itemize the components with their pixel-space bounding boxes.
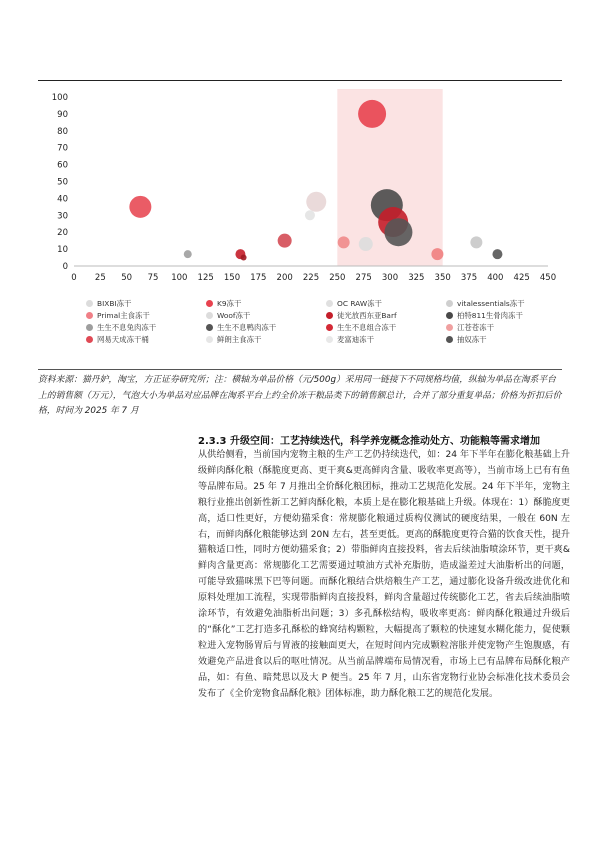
legend-label: 抽奴冻干 (457, 335, 487, 344)
data-point (306, 192, 326, 212)
legend-swatch (206, 336, 213, 343)
section-title: 2.3.3 升级空间：工艺持续迭代，科学养宠概念推动处方、功能粮等需求增加 (198, 436, 540, 447)
y-tick-label: 50 (57, 177, 68, 188)
legend-label: BIXBI冻干 (97, 299, 132, 308)
legend-item (326, 298, 446, 309)
y-tick-label: 30 (57, 211, 68, 222)
legend-label: 生生不息鸭肉冻干 (217, 323, 277, 332)
y-tick-label: 0 (62, 262, 68, 272)
legend-label: 鲜朗主食冻干 (217, 335, 262, 344)
legend-swatch (86, 312, 93, 319)
y-tick-label: 20 (57, 228, 68, 239)
x-tick-label: 200 (276, 273, 293, 283)
legend-swatch (326, 300, 333, 307)
bubble-chart (0, 0, 600, 300)
x-tick-label: 50 (121, 273, 133, 283)
source-divider (38, 369, 562, 370)
x-tick-label: 75 (147, 273, 159, 283)
data-point (431, 248, 443, 260)
legend-item (206, 334, 326, 345)
x-tick-label: 425 (513, 273, 530, 283)
legend-swatch (326, 312, 333, 319)
legend-swatch (206, 324, 213, 331)
x-tick-label: 400 (487, 273, 504, 283)
y-tick-label: 80 (57, 126, 68, 137)
legend-item (326, 334, 446, 345)
legend-label: OC RAW冻干 (337, 299, 382, 308)
source-note: 资料来源：猫丹妒，淘宝，方正证券研究所；注：横轴为单品价格（元/500g）采用同一链接下不同规格均值，纵轴为单品在淘系平台上的销售额（万元），气泡大小为单品对应品牌在淘系平台上约全价冻干粮品类下的销售额总计，合并了部分重复单品；价格为折扣后价格，时间为 2025 年 7 月 (38, 375, 562, 416)
x-tick-label: 25 (94, 273, 106, 283)
data-point (305, 210, 315, 220)
legend-item (206, 310, 326, 321)
x-tick-label: 325 (408, 273, 425, 283)
legend-swatch (446, 312, 453, 319)
legend-label: 网易天成冻干桶 (97, 335, 149, 344)
x-tick-label: 450 (539, 273, 557, 283)
x-tick-label: 175 (250, 273, 267, 283)
y-tick-label: 100 (51, 93, 68, 103)
legend-item (446, 334, 566, 345)
data-point (129, 196, 151, 218)
legend-label: 徒光放西东亚Barf (337, 311, 397, 320)
legend-item (86, 310, 206, 321)
legend-swatch (86, 336, 93, 343)
x-tick-label: 0 (71, 273, 77, 283)
legend-item (86, 334, 206, 345)
legend-label: K9冻干 (217, 299, 242, 308)
legend-item (206, 298, 326, 309)
data-point (278, 234, 292, 248)
legend-label: 生生不息兔肉冻干 (97, 323, 157, 332)
data-point (470, 236, 482, 248)
legend-label: vitalessentials冻干 (457, 299, 525, 308)
legend-swatch (326, 324, 333, 331)
x-tick-label: 250 (329, 273, 346, 283)
legend-item (446, 310, 566, 321)
legend-label: 柏特811生骨肉冻干 (457, 311, 523, 320)
x-tick-label: 225 (302, 273, 320, 283)
data-point (358, 100, 386, 128)
legend-label: Woof冻干 (217, 311, 251, 320)
data-point (241, 255, 247, 261)
data-point (384, 218, 412, 246)
legend-item (446, 322, 566, 333)
legend-swatch (86, 300, 93, 307)
data-point (184, 250, 192, 258)
legend-label: 生生不息组合冻干 (337, 323, 397, 332)
y-tick-label: 70 (57, 143, 68, 154)
x-tick-label: 300 (381, 273, 399, 283)
legend-swatch (446, 336, 453, 343)
legend-label: 麦富迪冻干 (337, 335, 374, 344)
y-tick-label: 60 (57, 160, 68, 171)
legend-item (326, 310, 446, 321)
legend-label: 江苍苍冻干 (457, 323, 494, 332)
legend-swatch (206, 300, 213, 307)
x-tick-label: 375 (460, 273, 478, 283)
data-point (492, 249, 502, 259)
legend-swatch (86, 324, 93, 331)
legend-swatch (446, 300, 453, 307)
x-tick-label: 125 (197, 273, 214, 283)
legend-item (446, 298, 566, 309)
legend-label: Primal主食冻干 (97, 311, 150, 320)
legend-item (86, 298, 206, 309)
x-tick-label: 150 (223, 273, 241, 283)
section-body: 从供给侧看，当前国内宠物主粮的生产工艺仍持续迭代，如：24 年下半年在膨化粮基础上升级鲜肉酥化粮（酥脆度更高、更干爽&更高鲜肉含量、吸收率更高等），当前市场上已有有鱼等品牌布局。25 年 7 月推出全价酥化粮团标，推动工艺规范化发展。24 年下半年，宠物主粮行业推出创新性新工艺鲜肉酥化粮，本质上是在膨化粮基础上升级。体现在：1）酥脆度更高，适口性更好，方便幼猫采食：常规膨化粮通过质构仪测试的硬度结果，一般在 60N 左右，而鲜肉酥化粮能够达到 20N 左右，甚至更低。更高的酥脆度更符合猫的饮食天性，提升猫粮适口性，同时方便幼猫采食；2）带脂鲜肉直接投料，省去后续油脂喷涂环节，更干爽&鲜肉含量更高：常规膨化工艺需要通过喷油方式补充脂肪，造成溢差过大油脂析出的问题，可能导致猫咪黑下巴等问题。而酥化粮结合烘焙粮生产工艺，通过膨化设备升级改进优化和原料处理加工流程，实现带脂鲜肉直接投料，鲜肉含量超过传统膨化工艺，省去后续油脂喷涂环节，有效避免油脂析出问题；3）多孔酥松结构，吸收率更高：鲜肉酥化粮通过升级后的“酥化”工艺打造多孔酥松的蜂窝结构颗粒，大幅提高了颗粒的快速复水糊化能力，促使颗粒进入宠物肠胃后与胃液的接触面更大，在短时间内完成颗粒溶胀并使宠物产生饱腹感，有效避免产品进食以后的呕吐情况。从当前品牌端布局情况看，市场上已有品牌布局酥化粮产品，如：有鱼、暗梵思以及大 P 便当。25 年 7 月，山东省宠物行业协会标准化技术委员会发布了《全价宠物食品酥化粮》团体标准，助力酥化粮工艺的规范化发展。 (198, 450, 570, 699)
y-tick-label: 10 (57, 245, 68, 256)
legend-swatch (446, 324, 453, 331)
legend-swatch (206, 312, 213, 319)
legend-item (86, 322, 206, 333)
x-tick-label: 100 (171, 273, 188, 283)
legend-item (206, 322, 326, 333)
y-tick-label: 40 (57, 194, 68, 205)
x-tick-label: 275 (355, 273, 372, 283)
chart-legend (86, 298, 566, 345)
data-point (338, 236, 350, 248)
legend-swatch (326, 336, 333, 343)
legend-item (326, 322, 446, 333)
data-point (359, 237, 373, 251)
x-tick-label: 350 (434, 273, 451, 283)
y-tick-label: 90 (57, 109, 68, 120)
